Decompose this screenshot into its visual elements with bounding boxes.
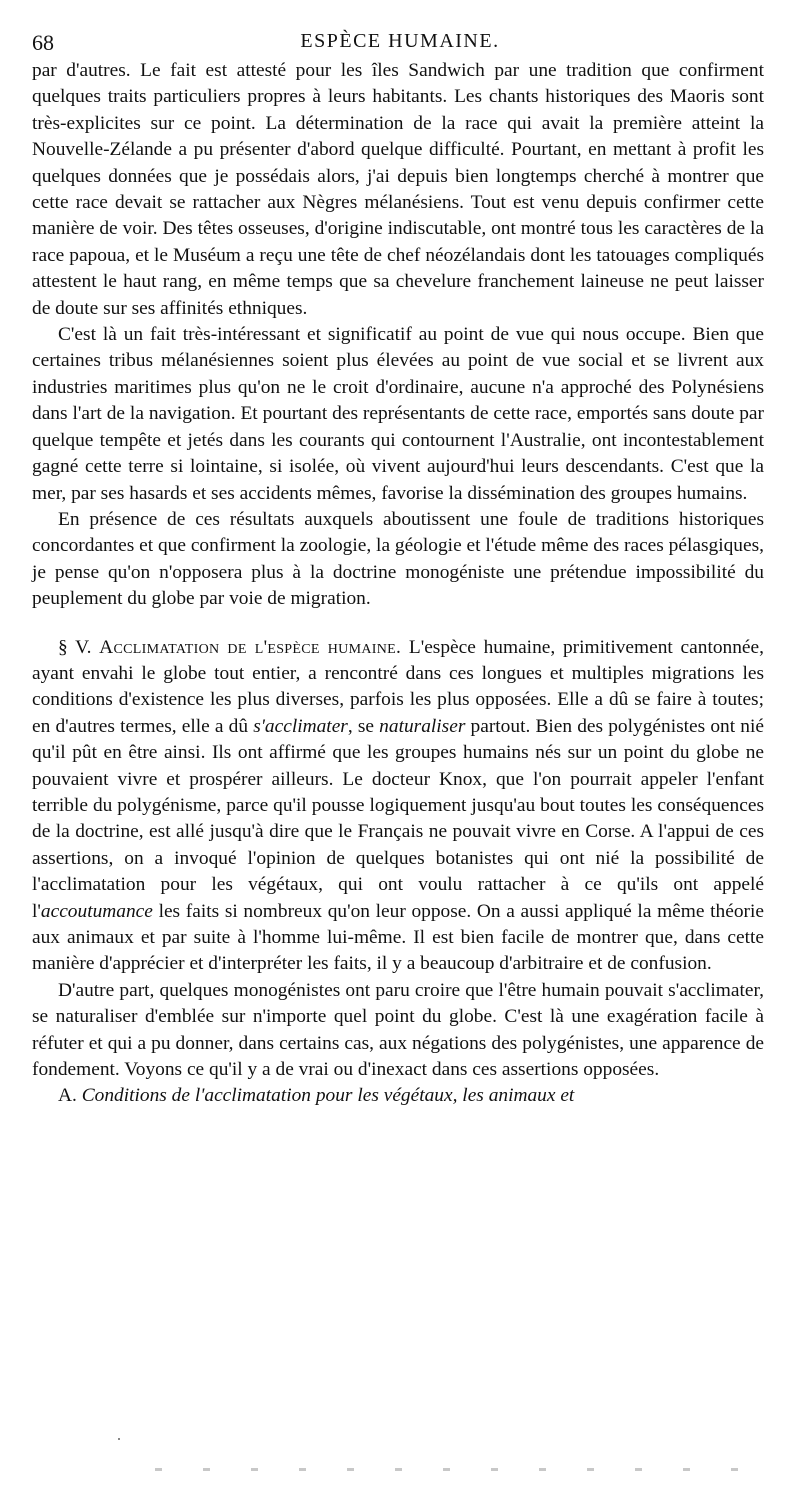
running-head: ESPÈCE HUMAINE. (300, 30, 500, 52)
section-text-3: partout. Bien des polygénistes ont nié qu'il pût en être ainsi. Ils ont affirmé que les groupes humains nés sur un point du globe ne pouvaient vivre et prospérer ailleurs. Le docteur Knox, que l'on pourrait appeler l'enfant terrible du polygénisme, parce qu'il pousse logiquement jusqu'au bout toutes les conséquences de la doctrine, est allé jusqu'à dire que le Français ne pouvait vivre en Corse. A l'appui de ces assertions, on a invoqué l'opinion de quelques botanistes qui ont nié la possibilité de l'acclimatation pour les végétaux, qui ont voulu rattacher à ce qu'ils ont appelé l' (32, 715, 764, 922)
paragraph-monogenistes: D'autre part, quelques monogénistes ont paru croire que l'être humain pouvait s'acclimater, se naturaliser d'emblée sur n'importe quel point du globe. C'est là une exagération facile à réfuter et qui a pu donner, dans certains cas, aux négations des polygénistes, une apparence de fondement. Voyons ce qu'il y a de vrai ou d'inexact dans ces assertions opposées. (32, 979, 764, 1081)
section-text-4: les faits si nombreux qu'on leur oppose. On a aussi appliqué la même théorie aux animaux et par suite à l'homme lui-même. Il est bien facile de montrer que, dans cette manière d'apprécier et d'interpréter les faits, il y a beaucoup d'arbitraire et de confusion. (32, 900, 764, 975)
page-header (32, 22, 768, 55)
page-number: 68 (32, 30, 54, 55)
paragraph-migration-conclusion: En présence de ces résultats auxquels aboutissent une foule de traditions historiques concordantes et que confirment la zoologie, la géologie et l'étude même des races pélasgiques, je pense qu'on n'opposera plus à la doctrine monogéniste une prétendue impossibilité du peuplement du globe par voie de migration. (32, 508, 764, 610)
paragraph-navigation: C'est là un fait très-intéressant et significatif au point de vue qui nous occupe. Bien que certaines tribus mélanésiennes soient plus élevées au point de vue social et se livrent aux industries maritimes plus qu'on ne le croit d'ordinaire, aucune n'a approché des Polynésiens dans l'art de la navigation. Et pourtant des représentants de cette race, emportés sans doute par quelque tempête et jetés dans les courants qui contournent l'Australie, ont incontestablement gagné cette terre si lointaine, si isolée, où vivent aujourd'hui leurs descendants. C'est que la mer, par ses hasards et ses accidents mêmes, favorise la dissémination des groupes humains. (32, 324, 764, 504)
section-text-1: L'espèce humaine, primitivement cantonnée, ayant envahi le globe tout entier, a rencontré dans ces longues et multiples migrations les conditions d'existence les plus diverses, parfois les plus opposées. Elle a dû se faire à toutes; en d'autres termes, elle a dû (32, 636, 764, 737)
body-text (32, 58, 764, 1110)
section-mark: § V. (58, 636, 92, 658)
section-v-paragraph (32, 635, 764, 978)
scan-speck (118, 1438, 120, 1440)
italic-term-accoutumance: accoutumance (40, 900, 153, 922)
italic-term-acclimater: s'acclimater (253, 715, 348, 737)
section-text-2: , se (347, 715, 375, 737)
subsection-title: Conditions de l'acclimatation pour les végétaux, les animaux et (81, 1085, 575, 1107)
italic-term-naturaliser: naturaliser (379, 715, 466, 737)
paragraph-continuation: par d'autres. Le fait est attesté pour les îles Sandwich par une tradition que confirment quelques traits particuliers propres à leurs habitants. Les chants historiques des Maoris sont très-explicites sur ce point. La détermination de la race qui avait la première atteint la Nouvelle-Zélande a pu présenter d'abord quelque difficulté. Pourtant, en mettant à profit les quelques données que je possédais alors, j'ai depuis bien longtemps cherché à montrer que cette race devait se rattacher aux Nègres mélanésiens. Tout est venu depuis confirmer cette manière de voir. Des têtes osseuses, d'origine indiscutable, ont montré tous les caractères de la race papoua, et le Muséum a reçu une tête de chef néozélandais dont les tatouages compliqués attestent le haut rang, en même temps que sa chevelure franchement laineuse ne peut laisser de doute sur ses affinités ethniques. (32, 60, 764, 319)
section-title: Acclimatation de l'espèce humaine. (99, 636, 402, 658)
bleed-through-line (155, 1468, 775, 1471)
subsection-label: A. (58, 1085, 77, 1107)
subsection-heading-a (32, 1083, 764, 1109)
